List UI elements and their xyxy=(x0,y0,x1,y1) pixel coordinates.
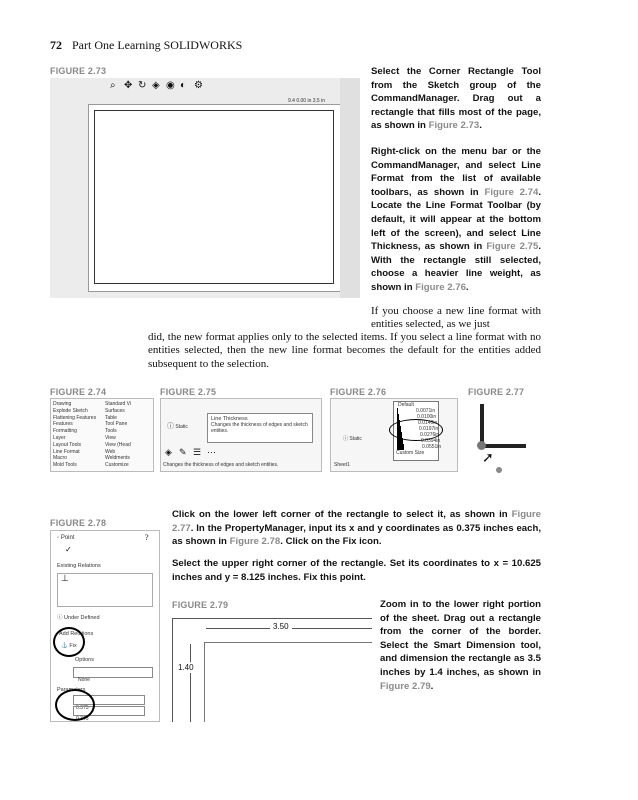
panel-right xyxy=(340,78,360,298)
under-defined-label: Under Defined xyxy=(64,615,100,621)
toolbar-menu-item[interactable]: Explode Sketch xyxy=(53,407,88,414)
dot-marker xyxy=(496,467,502,473)
custom-size-option[interactable]: Custom Size xyxy=(396,450,425,456)
toolbar-menu-item[interactable]: Drawing xyxy=(53,401,72,407)
layer-select[interactable] xyxy=(73,667,153,683)
dim-text-horizontal[interactable]: 3.50 xyxy=(270,622,292,631)
toolbar-menu-item[interactable]: Table xyxy=(105,414,117,421)
line-thickness-tooltip xyxy=(207,413,313,443)
toolbar-menu-item[interactable]: Formatting xyxy=(53,428,77,435)
sheet-tab[interactable]: Sheet1 xyxy=(334,462,350,468)
fix-highlight-circle xyxy=(53,627,85,657)
border-left xyxy=(172,618,173,722)
toolbar-menu-item[interactable]: Tool Pane xyxy=(105,421,128,428)
cube-icon[interactable]: ◈ xyxy=(152,80,160,91)
toolbar-menu-item[interactable]: Tools xyxy=(105,428,117,435)
thickness-option[interactable]: 0.0100in xyxy=(397,414,438,420)
thickness-option[interactable]: 0.0394in xyxy=(397,438,438,444)
page-number: 72 xyxy=(50,38,62,52)
coordinate-readout: 9.4 0.00 in 3.5 in xyxy=(288,98,325,104)
static-label: Static xyxy=(349,436,362,442)
toolbar-menu-item[interactable]: Features xyxy=(53,421,73,428)
paragraph-format-note-b: did, the new format applies only to the selected items. If you select a line format with no entities selected, then the new line format becomes the default for the entities added subsequent to the selection. xyxy=(148,331,541,370)
border-top xyxy=(172,618,372,619)
line-format-toolbar xyxy=(165,447,315,459)
fix-icon[interactable]: ⚓ xyxy=(61,643,68,649)
figure-2-79-drawing xyxy=(172,612,372,722)
paragraph-line-format: Right-click on the menu bar or the CommandManager, and select Line Format from the list of available toolbars, as shown in Figure 2.74. Locate the Line Format Toolbar (by default, it will appear at the bottom left of the screen), and select Line Thickness, as shown in Figure 2.75. With the rectangle still selected, choose a heavier line weight, as shown in Figure 2.76. xyxy=(371,146,542,293)
tooltip-body: Changes the thickness of edges and sketch entities. xyxy=(211,422,308,434)
sketch-rectangle[interactable] xyxy=(94,110,334,284)
horizontal-edge xyxy=(480,444,526,448)
status-caption: Changes the thickness of edges and sketch entities. xyxy=(163,462,279,468)
layer-select-value: None xyxy=(78,677,90,683)
toolbar-menu-item[interactable]: View (Head xyxy=(105,441,131,448)
figure-2-75-screenshot xyxy=(160,398,322,472)
figure-2-74-label: FIGURE 2.74 xyxy=(50,387,107,397)
toolbar-menu-item[interactable]: Macro xyxy=(53,455,67,462)
existing-relations-header[interactable]: Existing Relations xyxy=(57,563,101,569)
toolbar-menu-item[interactable]: Mold Tools xyxy=(53,462,77,469)
static-label: Static xyxy=(175,424,188,430)
ok-check-icon[interactable]: ✓ xyxy=(65,545,72,554)
layer-icon[interactable]: ◈ xyxy=(165,447,172,457)
options-header[interactable]: Options xyxy=(75,657,94,663)
paragraph-select-corner: Click on the lower left corner of the rectangle to select it, as shown in Figure 2.77. In the PropertyManager, input its x and y coordinates as 0.375 inches each, as shown in Figure 2.78. Click on the Fix icon. xyxy=(172,509,541,548)
line-style-icon[interactable]: ⋯ xyxy=(207,447,216,457)
thickness-option[interactable]: 0.0551in xyxy=(397,444,438,450)
cursor-icon: ➚ xyxy=(482,451,494,466)
y-value: 0.375 xyxy=(76,716,89,722)
figure-2-79-label: FIGURE 2.79 xyxy=(172,600,229,610)
line-color-icon[interactable]: ✎ xyxy=(179,447,187,457)
toolbar-menu-item[interactable]: Web xyxy=(105,448,116,455)
paragraph-dimension-rectangle: Zoom in to the lower right portion of the sheet. Drag out a rectangle from the corner of the border. Select the Smart Dimension tool, and dimension the rectangle as 3.5 inches by 1.4 inches, as shown in Figure 2.79. xyxy=(380,599,541,692)
x-value: 0.375 xyxy=(76,705,89,711)
figure-2-77-label: FIGURE 2.77 xyxy=(468,387,525,397)
info-icon: ⓘ xyxy=(57,615,63,621)
params-highlight-circle xyxy=(55,689,95,721)
thickness-option[interactable]: 0.0276in xyxy=(397,432,438,438)
line-thickness-icon[interactable]: ☰ xyxy=(193,447,202,457)
pan-icon[interactable]: ✥ xyxy=(124,80,133,91)
help-icon[interactable]: ? xyxy=(145,533,149,542)
dim-text-vertical[interactable]: 1.40 xyxy=(178,663,194,672)
figure-2-76-label: FIGURE 2.76 xyxy=(330,387,387,397)
title-block-top xyxy=(204,642,372,643)
fix-label[interactable]: Fix xyxy=(69,643,77,649)
toolbar-menu-item[interactable]: Standard Vi xyxy=(105,401,132,407)
figure-2-73-label: FIGURE 2.73 xyxy=(50,66,107,76)
add-relations-header[interactable]: Add Relations xyxy=(59,631,94,637)
toolbar-strip xyxy=(110,78,310,92)
paragraph-format-note-a: If you choose a new line format with entities selected, as we just xyxy=(371,305,541,331)
figure-2-75-label: FIGURE 2.75 xyxy=(160,387,217,397)
highlight-circle xyxy=(389,419,443,441)
thickness-option[interactable]: 0.0071in xyxy=(397,408,438,414)
running-title: Part One Learning SOLIDWORKS xyxy=(72,38,243,52)
toolbar-menu-item[interactable]: Flattening Features xyxy=(53,414,97,421)
rotate-icon[interactable]: ↻ xyxy=(138,80,147,91)
figure-2-78-property-manager xyxy=(50,530,160,722)
thickness-option[interactable]: 0.0197in xyxy=(397,426,438,432)
figure-2-76-screenshot xyxy=(330,398,458,472)
zoom-icon[interactable]: ⌕ xyxy=(110,80,116,91)
toolbar-menu-item[interactable]: View xyxy=(105,434,116,441)
thickness-option[interactable]: 0.0140in xyxy=(397,420,438,426)
toolbar-menu-item[interactable]: Surfaces xyxy=(105,407,125,414)
paragraph-upper-right-corner: Select the upper right corner of the rectangle. Set its coordinates to x = 10.625 inches and y = 8.125 inches. Fix this point. xyxy=(172,558,541,583)
toolbar-menu-item[interactable]: Weldments xyxy=(105,455,130,462)
pm-title: Point xyxy=(60,535,75,541)
relations-list xyxy=(57,573,153,607)
appearance-icon[interactable]: ◐ xyxy=(180,80,187,91)
point-icon: ◦ xyxy=(57,535,60,541)
dim-line-vertical xyxy=(190,644,191,722)
view-icon[interactable]: ◉ xyxy=(166,80,175,91)
tooltip-title: Line Thickness xyxy=(211,416,248,422)
default-option[interactable]: Default xyxy=(398,402,414,408)
toolbar-menu-item[interactable]: Customize xyxy=(105,462,129,469)
figure-2-73-screenshot xyxy=(50,78,360,298)
relation-icon: ⊥ xyxy=(61,573,69,583)
figure-2-74-toolbar-menu xyxy=(50,398,154,472)
info-icon: ⓘ xyxy=(167,423,174,430)
figure-2-77-corner xyxy=(468,398,528,478)
parameters-header[interactable]: Parameters xyxy=(57,687,86,693)
info-icon: ⓘ xyxy=(343,436,349,442)
figure-2-78-label: FIGURE 2.78 xyxy=(50,518,107,528)
corner-point[interactable] xyxy=(477,441,486,450)
toolbar-menu-item[interactable]: Line Format xyxy=(53,448,80,455)
settings-icon[interactable]: ⚙ xyxy=(194,80,203,91)
toolbar-menu-item[interactable]: Layer xyxy=(53,434,66,441)
toolbar-menu-item[interactable]: Layout Tools xyxy=(53,441,81,448)
title-block-left xyxy=(204,642,205,722)
paragraph-select-rectangle: Select the Corner Rectangle Tool from the Sketch group of the CommandManager. Drag out a rectangle that fills most of the page, as shown in Figure 2.73. xyxy=(371,66,541,132)
